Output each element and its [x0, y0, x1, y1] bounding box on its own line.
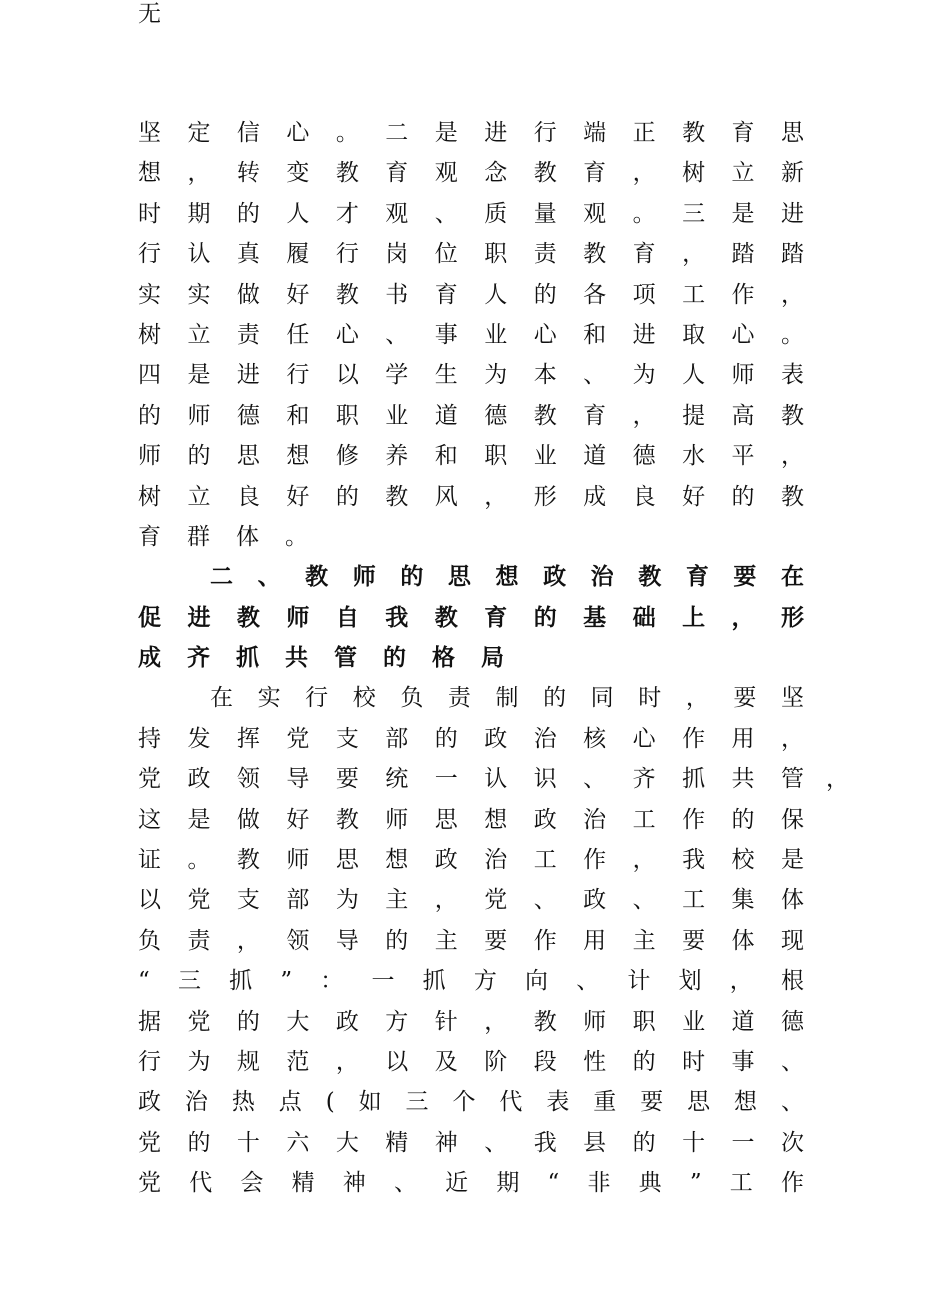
paragraph-line: 党的十六大精神、我县的十一次	[138, 1130, 804, 1156]
paragraph-line: 行为规范，以及阶段性的时事、	[138, 1049, 804, 1075]
paragraph-line: “三抓”：一抓方向、计划，根	[138, 968, 804, 994]
paragraph-line: 树立责任心、事业心和进取心。	[138, 322, 804, 348]
paragraph-line: 时期的人才观、质量观。三是进	[138, 201, 804, 227]
section-heading-line: 成齐抓共管的格局	[138, 645, 530, 671]
paragraph-line: 以党支部为主，党、政、工集体	[138, 887, 804, 913]
overflow-comma: ，	[826, 766, 849, 792]
section-heading-line: 二、教师的思想政治教育要在	[210, 564, 804, 590]
paragraph-line: 政治热点(如三个代表重要思想、	[138, 1089, 804, 1115]
paragraph-line: 实实做好教书育人的各项工作，	[138, 282, 804, 308]
page-top-fragment: 无	[138, 1, 161, 27]
paragraph-line: 想，转变教育观念教育，树立新	[138, 160, 804, 186]
paragraph-line: 育群体。	[138, 524, 334, 550]
section-heading-line: 促进教师自我教育的基础上，形	[138, 605, 804, 631]
paragraph-line: 的师德和职业道德教育，提高教	[138, 403, 804, 429]
paragraph-line: 证。教师思想政治工作，我校是	[138, 847, 804, 873]
paragraph-line: 负责，领导的主要作用主要体现	[138, 928, 804, 954]
paragraph-line: 行认真履行岗位职责教育，踏踏	[138, 241, 804, 267]
paragraph-line: 党政领导要统一认识、齐抓共管	[138, 766, 804, 792]
paragraph-line: 在实行校负责制的同时，要坚	[210, 685, 804, 711]
paragraph-line: 树立良好的教风，形成良好的教	[138, 484, 804, 510]
paragraph-line: 坚定信心。二是进行端正教育思	[138, 120, 804, 146]
paragraph-line: 师的思想修养和职业道德水平，	[138, 443, 804, 469]
paragraph-line: 持发挥党支部的政治核心作用，	[138, 726, 804, 752]
paragraph-line: 这是做好教师思想政治工作的保	[138, 807, 804, 833]
paragraph-line: 据党的大政方针，教师职业道德	[138, 1009, 804, 1035]
paragraph-line: 四是进行以学生为本、为人师表	[138, 362, 804, 388]
paragraph-line: 党代会精神、近期“非典”工作	[138, 1170, 804, 1196]
